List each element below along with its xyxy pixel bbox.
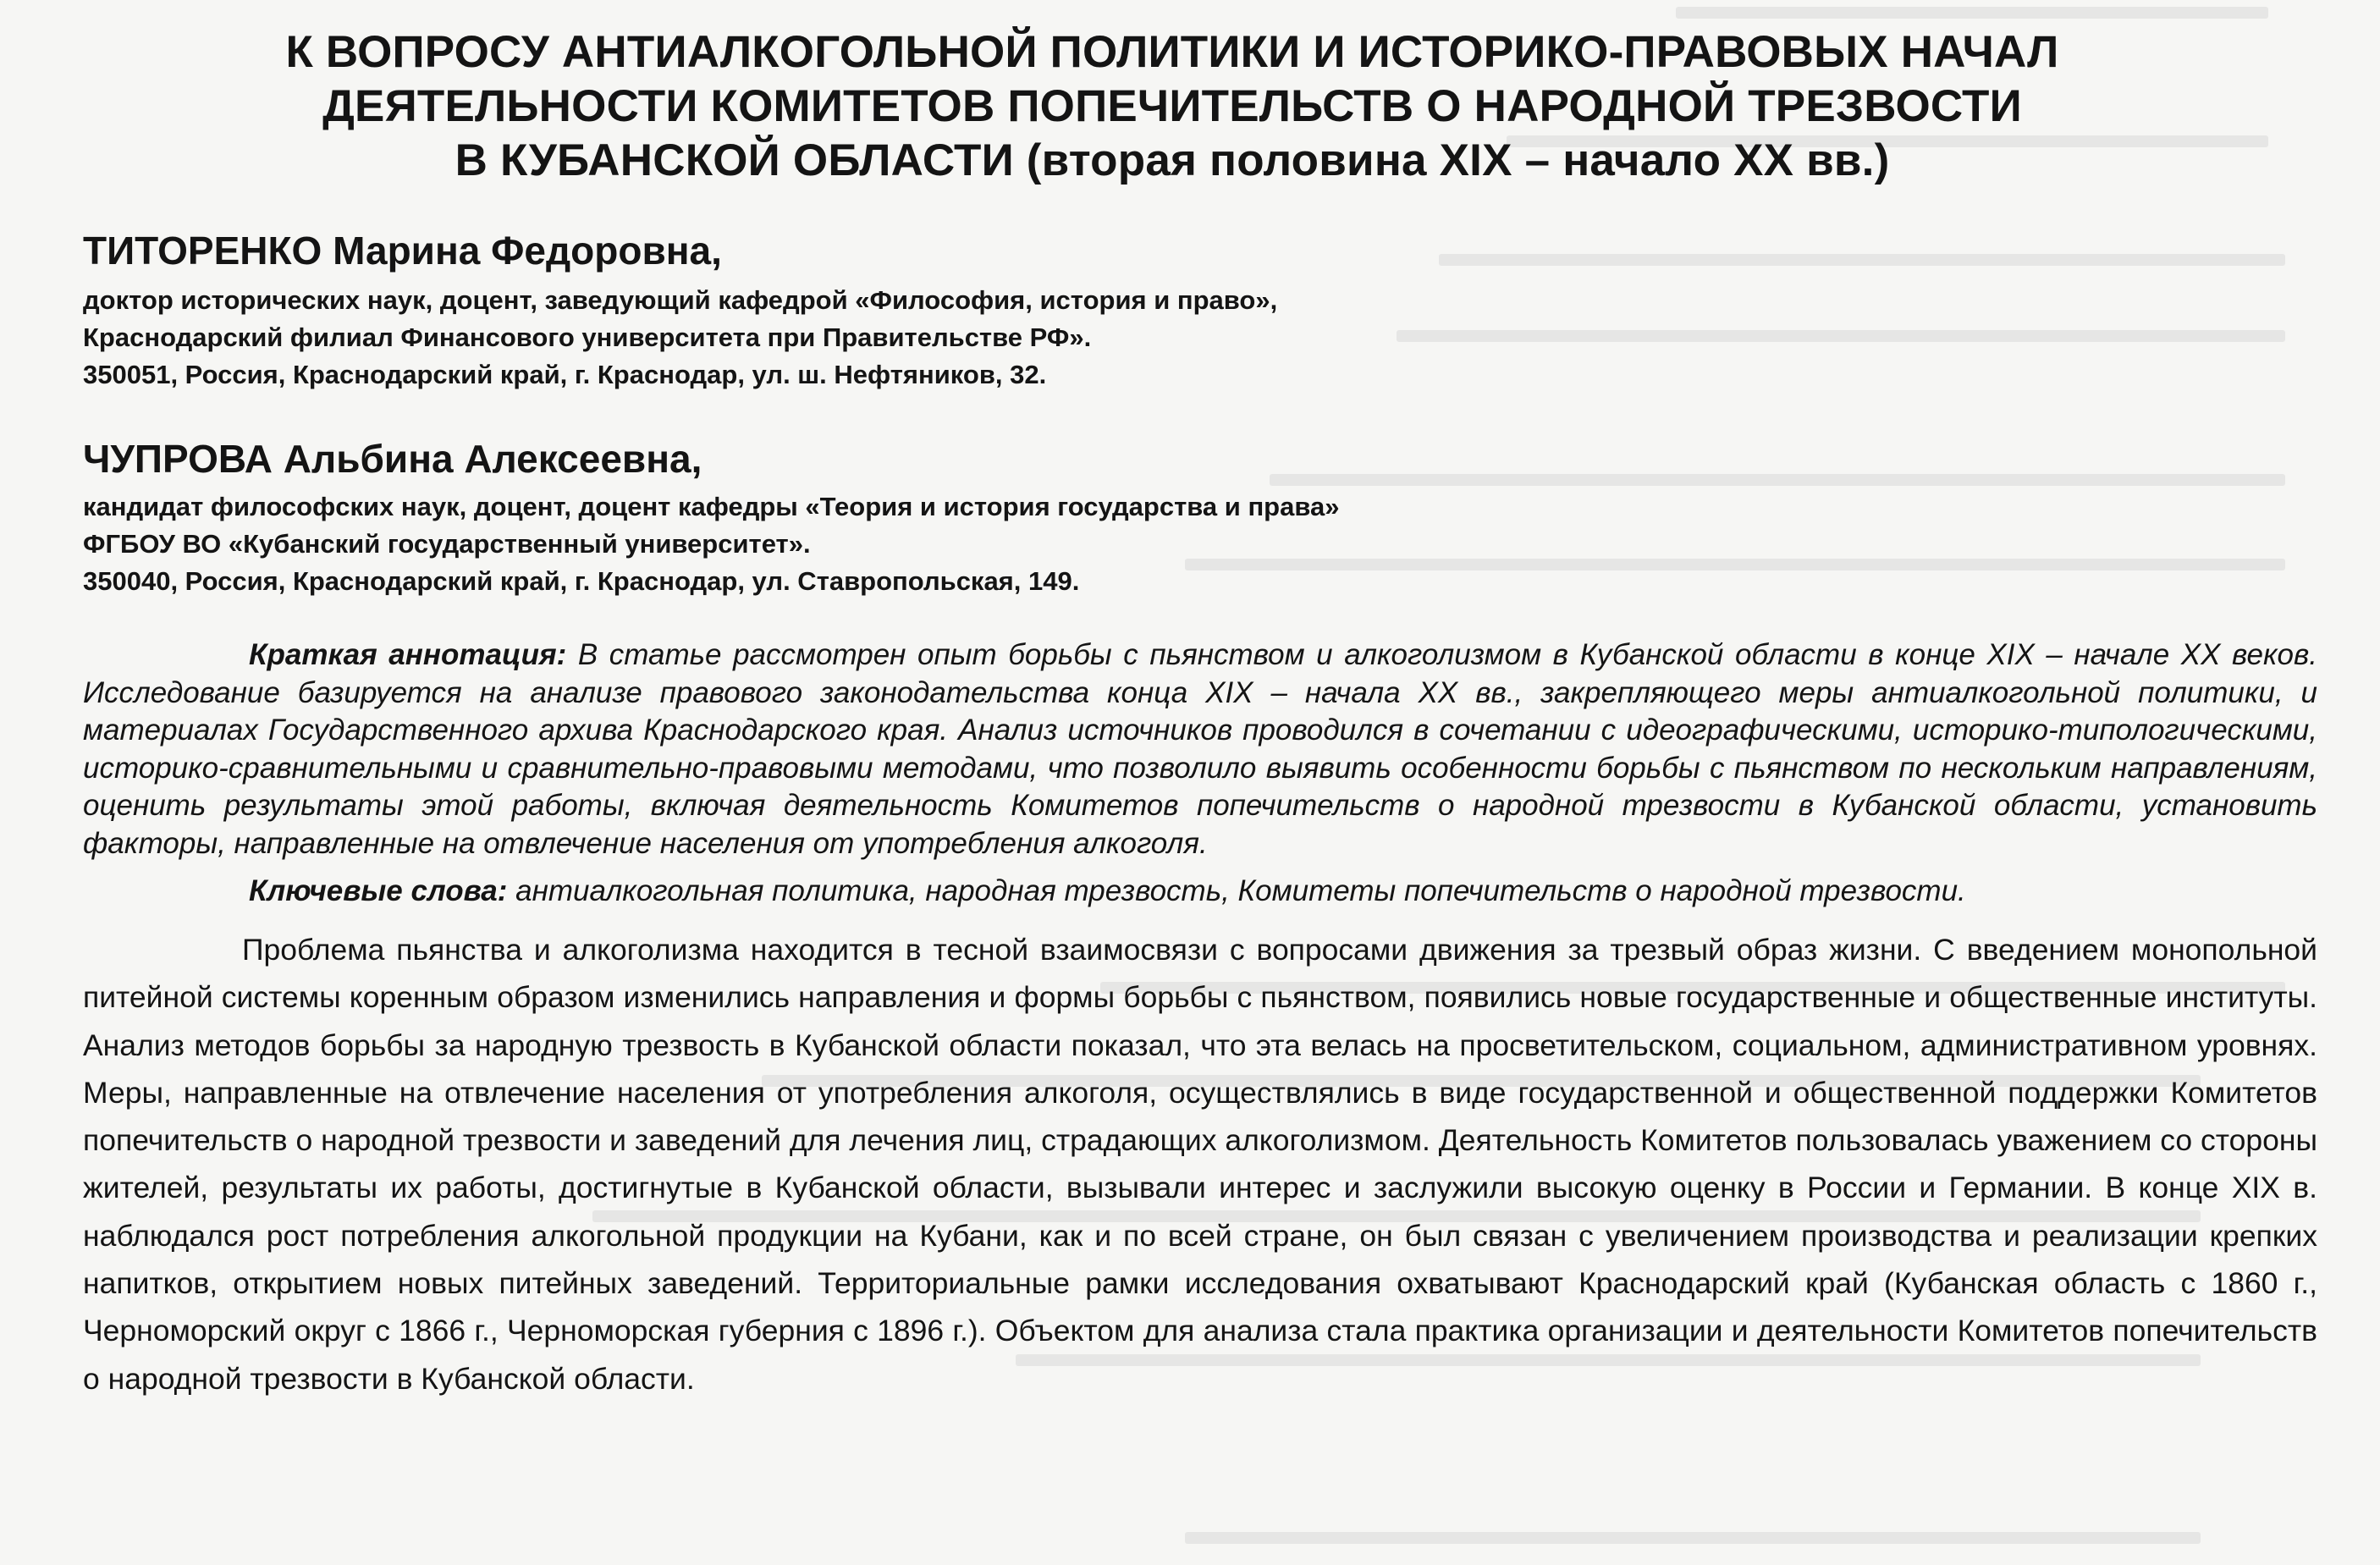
author-1-organization: Краснодарский филиал Финансового университета при Правительстве РФ». [83,322,1092,352]
title-line-2: ДЕЯТЕЛЬНОСТИ КОМИТЕТОВ ПОПЕЧИТЕЛЬСТВ О НАРОДНОЙ ТРЕЗВОСТИ [322,81,2022,131]
title-line-3: В КУБАНСКОЙ ОБЛАСТИ (вторая половина XIX – начало XX вв.) [455,135,1890,185]
keywords-text: антиалкогольная политика, народная трезвость, Комитеты попечительств о народной трезвости. [507,874,1966,907]
author-2-address: 350040, Россия, Краснодарский край, г. Краснодар, ул. Ставропольская, 149. [83,566,1080,596]
author-1-position: доктор исторических наук, доцент, заведующий кафедрой «Философия, история и право», [83,285,1278,315]
title-line-1: К ВОПРОСУ АНТИАЛКОГОЛЬНОЙ ПОЛИТИКИ И ИСТОРИКО-ПРАВОВЫХ НАЧАЛ [285,27,2059,77]
abstract-text: В статье рассмотрен опыт борьбы с пьянством и алкоголизмом в Кубанской области в конце XIX – начале XX веков. Исследование базируется на анализе правового законодательства конца XIX – начала XX вв., закрепляющего меры антиалкогольной политики, и материалах Государственного архива Краснодарского края. Анализ источников проводился в сочетании с идеографическими, историко-типологическими, историко-сравнительными и сравнительно-правовыми методами, что позволило выявить особенности борьбы с пьянством по нескольким направлениям, оценить результаты этой работы, включая деятельность Комитетов попечительств о народной трезвости в Кубанской области, установить факторы, направленные на отвлечение населения от употребления алкоголя. [83,638,2317,860]
annotation-block [83,636,2317,911]
abstract-label: Краткая аннотация: [249,638,567,671]
author-2-organization: ФГБОУ ВО «Кубанский государственный университет». [83,529,811,559]
abstract-paragraph [83,636,2317,862]
body-paragraph: Проблема пьянства и алкоголизма находится в тесной взаимосвязи с вопросами движения за трезвый образ жизни. С введением монопольной питейной системы коренным образом изменились направления и формы борьбы с пьянством, появились новые государственные и общественные институты. Анализ методов борьбы за народную трезвость в Кубанской области показал, что эта велась на просветительском, социальном, административном уровнях. Меры, направленные на отвлечение населения от употребления алкоголя, осуществлялись в виде государственной и общественной поддержки Комитетов попечительств о народной трезвости и заведений для лечения лиц, страдающих алкоголизмом. Деятельность Комитетов пользовалась уважением со стороны жителей, результаты их работы, достигнутые в Кубанской области, вызывали интерес и заслужили высокую оценку в России и Германии. В конце XIX в. наблюдался рост потребления алкогольной продукции на Кубани, как и по всей стране, он был связан с увеличением производства и реализации крепких напитков, открытием новых питейных заведений. Территориальные рамки исследования охватывают Краснодарский край (Кубанская область с 1860 г., Черноморский округ с 1866 г., Черноморская губерния с 1896 г.). Объектом для анализа стала практика организации и деятельности Комитетов попечительств о народной трезвости в Кубанской области. [83,933,2317,1396]
body-text [83,926,2317,1402]
author-1-address: 350051, Россия, Краснодарский край, г. Краснодар, ул. ш. Нефтяников, 32. [83,360,1047,389]
author-2-position: кандидат философских наук, доцент, доцент кафедры «Теория и история государства и права» [83,492,1340,521]
article-title [102,25,2243,188]
author-1-name: ТИТОРЕНКО Марина Федоровна, [83,229,722,273]
keywords-paragraph [83,873,2317,911]
keywords-label: Ключевые слова: [249,874,508,907]
author-2-name: ЧУПРОВА Альбина Алексеевна, [83,437,702,481]
